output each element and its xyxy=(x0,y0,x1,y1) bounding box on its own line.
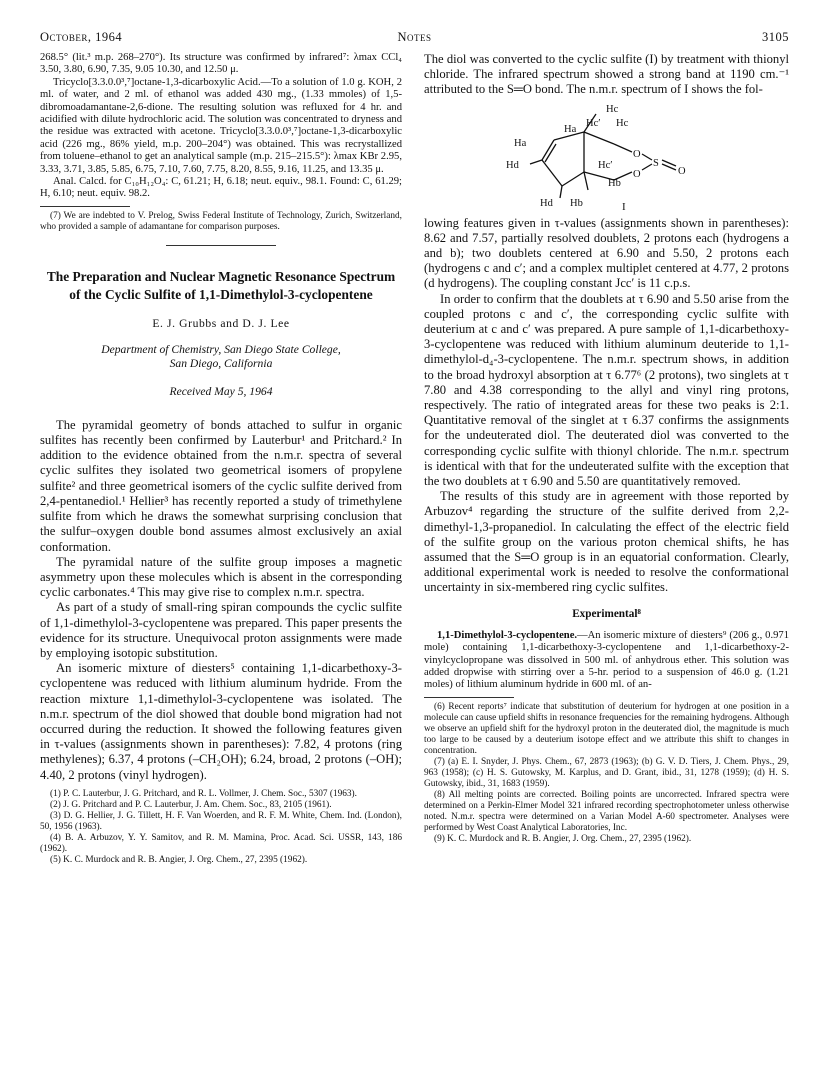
text-paragraph: Tricyclo[3.3.0.0³,⁷]octane-1,3-dicarboxylic Acid.—To a solution of 1.0 g. KOH, 2 ml. of water, and 2 ml. of ethanol was added 430 mg., (1.33 mmoles) of 1,5-dibromoadamantane-2,6-dione. The resulting solution was refluxed for 4 hr. and acidified with dilute hydrochloric acid. The solution was concentrated to dryness and the residue was extracted with acetone. Tricyclo[3.3.0.0³,⁷]octane-1,3-dicarboxylic acid (226 mg., 86% yield, m.p. 200–204°) was obtained. This was recrystallized from toluene–ethanol to get an analytical sample (m.p. 215–215.5°): λmax KBr 2.95, 3.33, 3.71, 3.85, 5.85, 6.75, 7.10, 7.60, 7.75, 8.20, 8.55, 9.16, 11.25, and 13.35 μ. xyxy=(40,76,402,175)
experimental-paragraph xyxy=(424,630,789,692)
article-body xyxy=(40,418,402,783)
experimental-heading: Experimental⁸ xyxy=(572,607,641,620)
header-date: October, 1964 xyxy=(40,30,123,44)
page-number: 3105 xyxy=(762,30,789,44)
atom-label: Hb xyxy=(608,177,621,189)
body-paragraph: The pyramidal nature of the sulfite group imposes a magnetic asymmetry upon these molecules which is absent in the corresponding cyclic carbonates.⁴ This may give rise to complex n.m.r. spectra. xyxy=(40,554,402,600)
compound-number: I xyxy=(622,200,626,213)
bond xyxy=(614,144,632,152)
footnote-block xyxy=(424,702,789,845)
atom-label: O xyxy=(633,168,641,180)
body-paragraph: The diol was converted to the cyclic sulfite (I) by treatment with thionyl chloride. The infrared spectrum showed a strong band at 1190 cm.⁻¹ attributed to the S═O bond. The n.m.r. spectrum of I shows the fol- xyxy=(424,52,789,97)
footnote: (5) K. C. Murdock and R. B. Angier, J. Org. Chem., 27, 2395 (1962). xyxy=(50,854,308,865)
footnote: (6) Recent reports⁷ indicate that substitution of deuterium for hydrogen at one position in a molecule can cause upfield shifts in resonance frequencies for the remaining hydrogens. Although we observe an upfield shift for the hydroxyl proton in the deuterated diol, the magnitude is much too large to be caused by a deuterium isotope effect and we attribute this shift to changes in concentration. xyxy=(424,701,789,756)
body-paragraph: As part of a study of small-ring spiran compounds the cyclic sulfite of 1,1-dimethylol-3-cyclopentene was prepared. This paper presents the evidence for its structure. Unequivocal proton assignments were made by employing isotopic substitution. xyxy=(40,600,402,660)
atom-label: S xyxy=(653,157,659,169)
atom-label: Hd xyxy=(506,159,519,171)
atom-label: Hc′ xyxy=(586,117,601,129)
body-paragraph: An isomeric mixture of diesters⁵ containing 1,1-dicarbethoxy-3-cyclopentene was reduced with lithium aluminum hydride. From the reaction mixture 1,1-dimethylol-3-cyclopentene was isolated. The n.m.r. spectrum of the diol showed that double bond migration had not occurred during the reduction. It showed the following features given in τ-values (assignments shown in parentheses): 7.82, 4 protons (ring methylenes); 6.37, 4 protons (–CH₂OH); 6.24, broad, 2 protons (–OH); 4.40, 2 protons (vinyl hydrogen). xyxy=(40,661,402,782)
text-paragraph: 268.5° (lit.³ m.p. 268–270°). Its structure was confirmed by infrared⁷: λmax CCl₄ 3.50, 3.80, 6.90, 7.35, 9.05 10.30, and 12.50 μ. xyxy=(40,52,402,76)
body-paragraph: lowing features given in τ-values (assignments shown in parentheses): 8.62 and 7.57, partially resolved doublets, 2 protons each (hydrogens a and b); two doublets centered at 6.90 and 5.50, 2 protons each (hydrogens c and c′; and a complex multiplet centered at 4.77, 2 protons (d hydrogens). The coupling constant Jcc′ is 11 c.p.s. xyxy=(424,215,789,291)
right-column xyxy=(424,52,789,845)
bond xyxy=(642,164,652,170)
footnote: (7) (a) E. I. Snyder, J. Phys. Chem., 67, 2873 (1963); (b) G. V. D. Tiers, J. Chem. Phys., 29, 963 (1958); (c) H. S. Gutowsky, M. Karplus, and D. Grant, ibid., 31, 1278 (1959); (d) H. S. Gutowsky, ibid., 31, 1683 (1959). xyxy=(424,756,789,789)
author-affiliation xyxy=(40,343,402,371)
article-divider xyxy=(166,245,276,246)
body-paragraph: In order to confirm that the doublets at τ 6.90 and 5.50 arise from the coupled protons c and c′, the corresponding cyclic sulfite with deuterium at c and c′ was prepared. A pure sample of 1,1-dicarbethoxy-3-cyclopentene was reduced with lithium aluminum deuteride to 1,1-dimethylol-d₄-3-cyclopentene. The n.m.r. spectrum shows, in addition to the broad hydroxyl absorption at τ 6.77⁶ (2 protons), two singlets at τ 7.80 and 4.38 corresponding to the allyl and vinyl ring protons, respectively. The ratio of integrated areas for these two peaks is 2:1. Quantitative removal of the singlet at τ 6.37 confirms the assignments for the undeuterated diol. The deuterated diol was converted to the corresponding cyclic sulfite with thionyl chloride. The n.m.r. spectrum is identical with that for the undeuterated sulfite with the exception that the two doublets at τ 6.90 and 5.50 are quantitatively removed. xyxy=(424,291,789,489)
article-body-continued xyxy=(424,216,789,596)
text-paragraph: Anal. Calcd. for C₁₀H₁₂O₄: C, 61.21; H, 6.18; neut. equiv., 98.1. Found: C, 61.29; H, 6.10; neut. equiv. 98.2. xyxy=(40,176,402,200)
atom-label: O xyxy=(678,165,686,177)
footnote: (7) We are indebted to V. Prelog, Swiss Federal Institute of Technology, Zurich, Switzerland, who provided a sample of adamantane for comparison purposes. xyxy=(40,210,402,232)
footnote-divider xyxy=(40,206,130,207)
atom-label: Hd xyxy=(540,197,553,209)
footnote-block xyxy=(40,789,402,866)
bond xyxy=(584,172,588,190)
affiliation-line: Department of Chemistry, San Diego State College, xyxy=(101,342,341,356)
footnote-block xyxy=(40,211,402,233)
bond xyxy=(642,154,652,160)
atom-label: O xyxy=(633,148,641,160)
body-paragraph: The pyramidal geometry of bonds attached to sulfur in organic sulfites has recently been confirmed by Lauterbur¹ and Pritchard.² In addition to the evidence obtained from the n.m.r. spectra of several cyclic sulfites they isolated two geometrical isomers of propylene sulfite² and three geometrical isomers of the cyclic sulfite derived from 2,4-pentanediol.¹ Hellier³ has recently reported a study of trimethylene sulfite from which he draws the somewhat surprising conclusion that the sulfur–oxygen double bond assumes almost exclusively an axial conformation. xyxy=(40,417,402,554)
footnote: (9) K. C. Murdock and R. B. Angier, J. Org. Chem., 27, 2395 (1962). xyxy=(434,833,692,844)
bond xyxy=(584,132,614,144)
footnote-divider xyxy=(424,697,514,698)
compound-heading: 1,1-Dimethylol-3-cyclopentene. xyxy=(437,629,578,641)
article-authors: E. J. Grubbs and D. J. Lee xyxy=(152,316,290,330)
previous-article-tail xyxy=(40,52,402,201)
footnote: (4) B. A. Arbuzov, Y. Y. Samitov, and R. M. Mamina, Proc. Acad. Sci. USSR, 143, 186 (1962). xyxy=(40,832,402,854)
bond xyxy=(530,160,542,164)
footnote: (1) P. C. Lauterbur, J. G. Pritchard, and R. L. Vollmer, J. Chem. Soc., 5307 (1963). xyxy=(50,788,357,799)
bond xyxy=(560,186,562,198)
received-date: Received May 5, 1964 xyxy=(169,384,273,398)
footnote: (2) J. G. Pritchard and P. C. Lauterbur, J. Am. Chem. Soc., 83, 2105 (1961). xyxy=(50,799,332,810)
chemical-structure xyxy=(424,102,789,214)
atom-label: Hc′ xyxy=(598,159,613,171)
left-column xyxy=(40,52,402,866)
atom-label: Hc xyxy=(616,117,629,129)
experimental-text: —An isomeric mixture of diesters⁹ (206 g., 0.971 mole) containing 1,1-dicarbethoxy-3-cyclopentene and 1,1-dicarbethoxy-2-vinylcyclopropane was dissolved in 500 ml. of anhydrous ether. This solution was added dropwise with stirring over a 5-hr. period to a suspension of 46.0 g. (1.21 moles) of lithium aluminum hydride in 600 ml. of an- xyxy=(424,629,789,691)
footnote: (3) D. G. Hellier, J. G. Tillett, H. F. Van Woerden, and R. F. M. White, Chem. Ind. (London), 50, 1956 (1963). xyxy=(40,810,402,832)
bond xyxy=(562,172,584,186)
experimental-section xyxy=(424,630,789,692)
page-header xyxy=(40,30,789,46)
atom-label: Hc xyxy=(606,103,619,115)
sulfite-structure-diagram xyxy=(504,102,704,214)
atom-label: Ha xyxy=(564,123,577,135)
bond xyxy=(542,160,562,186)
atom-label: Hb xyxy=(570,197,583,209)
affiliation-line: San Diego, California xyxy=(169,356,273,370)
article-title: The Preparation and Nuclear Magnetic Resonance Spectrum of the Cyclic Sulfite of 1,1-Dimethylol-3-cyclopentene xyxy=(46,268,396,302)
article-body-continued xyxy=(424,52,789,98)
body-paragraph: The results of this study are in agreement with those reported by Arbuzov⁴ regarding the structure of the sulfite derived from 2,2-dimethyl-1,3-propanediol. In calculating the effect of the electric field of the sulfite group on the various proton chemical shifts, he has assumed that the S═O group is in an equatorial conformation. Clearly, additional experimental work is needed to resolve the conformational uncertainty in six-membered ring cyclic sulfites. xyxy=(424,489,789,595)
atom-label: Ha xyxy=(514,137,527,149)
footnote: (8) All melting points are corrected. Boiling points are uncorrected. Infrared spectra were determined on a Perkin-Elmer Model 321 infrared recording spectrophotometer unless otherwise noted. N.m.r. spectra were determined on a Varian Model A-60 spectrometer. Analyses were performed by West Coast Analytical Laboratories, Inc. xyxy=(424,789,789,833)
header-section: Notes xyxy=(397,30,432,44)
